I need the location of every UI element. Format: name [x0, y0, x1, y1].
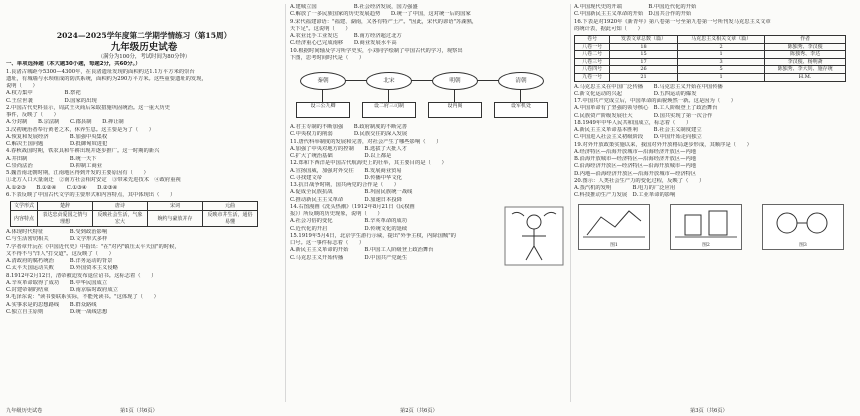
table-cell: 表达忠贞爱国之情与理想 [38, 211, 93, 227]
exam-title: 2024—2025学年度第二学期学情练习（第15周） [56, 31, 232, 40]
question-line: A.宣扬国威，加强对外交往 B.发展商业贸易 [290, 167, 402, 174]
cartoon-figure [504, 206, 564, 266]
question-line: D.内地—沿海经济开放区—沿海开放城市—经济特区 [574, 170, 697, 177]
table-cell: 唐诗 [93, 202, 148, 211]
question-line: A.社会习俗的变化 B.辛亥革命的成功 [290, 218, 408, 225]
question-line: C.解决王国问题 D.抵御匈奴进犯 [6, 141, 108, 147]
question-line: 12.郑和下西洋是中国古代航海史上的壮举，其主要目的是（ ） [290, 160, 447, 167]
question-line: 报》）所反映的历史现象，说明（ ） [290, 211, 383, 217]
question-line: A.经济特区—沿海开放城市—沿海经济开放区—内地 [574, 148, 697, 155]
question-line: 15.1919年5月4日，北京学生游行示威，提出"外争主权，内除国贼"的 [290, 232, 456, 239]
question-line: C.近代化的开启 D.传统文化的延续 [290, 225, 408, 232]
table-header-cell: 马克思主义相关文章（篇） [677, 36, 764, 44]
table-cell: 元曲 [203, 202, 258, 211]
question-line: 1.良渚古城距今5300—4300年，在良渚遗址发现的面积约达1.1万平方米的崇台 [6, 68, 195, 75]
question-line: 事件，反映了（ ） [6, 112, 59, 118]
question-line: 20.图示：人类社会生产力的变化过程，反映了（ ） [574, 177, 705, 184]
footer-left: 九年级历史试卷 [6, 408, 43, 414]
question-line: 9.宋代福建谚语："福建、湖南，又各有特产土产。"因此，宋代的谚语"苏湖熟， [290, 18, 478, 25]
question-line: A.实事求是的思想路线 B.群众路线 [6, 301, 97, 308]
table-cell: 宋词 [148, 202, 203, 211]
journal-table [574, 35, 846, 82]
question-line: A.权力集中 B.祭祀 [6, 90, 81, 97]
question-line: C.崇尚法治 D.抑制工商业 [6, 162, 103, 169]
question-line: A.农业比手工业发达 B.南方经济超过北方 [290, 33, 402, 39]
figure-row [574, 200, 854, 254]
figure-1 [578, 204, 650, 250]
diagram-box: 设三公九卿 [296, 102, 350, 118]
footer-page-1: 第1页（共6页） [120, 408, 158, 414]
table-cell: H.M. [765, 73, 846, 81]
question-line: C.科技推动生产力发展 D.工业革命的影响 [574, 192, 676, 199]
question-line: 4.春秋战国时期，铁农具和牛耕出现并逐步推广。这一时期的新兴 [6, 148, 160, 155]
question-line: 遗址，有城墙与水坝组成的防洪系统，面积约为290万平方米。这些重要遗址的发现， [6, 75, 207, 82]
question-line: 7.学者章开沅在《中国近代史》中指出："在"对内"镇压太平天国"的时候， [6, 243, 180, 250]
question-line: C.推动新民主主义革命 D.加速日本投降 [290, 196, 402, 203]
question-line: C.民族资产阶级发展壮大 D.国共实现了第一次合作 [574, 112, 713, 119]
question-line: C.独立自主原则 D.统一战线思想 [6, 308, 108, 315]
diagram-box: 设军机处 [494, 102, 548, 118]
figure-3-label: 图3 [799, 243, 807, 249]
question-block-2 [290, 4, 566, 62]
question-line: 6.下表反映了中国古代文学的主要形式和内容特点，其中体现出（ ） [6, 191, 176, 198]
question-line: 的统计表，据此可知（ ） [574, 25, 643, 32]
table-cell: 陈独秀、李达 [765, 51, 846, 59]
question-line: 下图，思考时间时代是（ ） [290, 54, 365, 61]
question-line: C.沿海经济开放区—经济特区—沿海开放城市—内地 [574, 163, 697, 170]
dynasty-diagram [290, 64, 566, 122]
table-cell: 九卷一号 [575, 73, 610, 81]
column-divider [570, 4, 571, 402]
question-line: A.分封制 B.宗法制 C.郡县制 D.禅让制 [6, 119, 124, 126]
literature-table [10, 201, 258, 227]
question-line: A.辛亥革命取得了成功 B.中华民国成立 [6, 279, 108, 286]
table-cell: 3 [677, 58, 764, 66]
question-line: C.中央权力的削弱 D.民族交往的深入发展 [290, 131, 408, 138]
question-line: A.恢复和发展经济 B.加强中央集权 [6, 133, 108, 140]
question-block-2b [290, 124, 500, 262]
question-block-3b [574, 84, 854, 200]
question-line: 10.根据时间轴及学习所学史实，小刘同学绘制了中国古代的学习，观察出 [290, 47, 463, 54]
table-cell: 楚辞 [38, 202, 93, 211]
question-line: C.解放了一多民族国家的历史发展趋势 D.统一了中国，这对统一后的国家 [290, 11, 471, 18]
table-cell: 陈独秀、李大钊、施存统 [765, 66, 846, 74]
table-cell: 18 [610, 43, 678, 51]
question-line: C.中国新民主主义革命的开始 D.国共合作的开始 [574, 11, 692, 18]
question-line: A.蒸汽机的发明 B.电力的广泛应用 [574, 185, 676, 192]
diagram-node: 清朝 [498, 72, 544, 90]
table-cell: 21 [610, 73, 678, 81]
column-divider [285, 4, 286, 402]
column-3 [574, 4, 854, 402]
question-line: 18.1949年中华人民共和国成立，标志着（ ） [574, 119, 692, 126]
question-line: C.寻找建文帝 D.传播中华文化 [290, 174, 402, 181]
table-cell: 1 [677, 73, 764, 81]
diagram-box: 设内阁 [428, 102, 482, 118]
exam-subtitle: 九年级历史试卷 [110, 42, 178, 53]
question-block-1 [6, 69, 282, 200]
table-cell: 反映市井生活，通俗易懂 [203, 211, 258, 227]
question-line: C.与生活密切相关 D.文学形式多样 [6, 236, 108, 243]
section-heading: 一、单项选择题（本大题30小题，每题2分，共60分。） [6, 61, 141, 68]
table-cell: 八卷一号 [575, 43, 610, 51]
question-line: C.王位世袭 D.国家的出现 [6, 97, 97, 104]
table-cell: 陈独秀、李汉俊 [765, 43, 846, 51]
question-line: 说明（ ） [6, 83, 38, 89]
question-line: 14.右图漫画《洗头热潮》（1912年8月21日《民权画 [290, 203, 415, 210]
question-line: C.封建帝制的结束 D.南京临时政府成立 [6, 287, 118, 294]
question-line: 16.下表是对1920年《新青年》第八卷第一号至第九卷第一号所刊发马克思主义文章 [574, 18, 771, 25]
question-line: A.中国革命有了坚强的领导核心 B.工人阶级登上了政治舞台 [574, 105, 718, 112]
column-1 [6, 4, 282, 402]
diagram-connector [322, 90, 323, 102]
table-header-cell: 发表文章总数（篇） [610, 36, 678, 44]
question-block-1b [6, 229, 282, 316]
table-cell: 李汉俊、杨明斋 [765, 58, 846, 66]
question-block-3 [574, 4, 854, 33]
question-line: A.加强了中央对地方的控制 B.选拔了大批人才 [290, 145, 408, 152]
table-cell: 八卷二号 [575, 51, 610, 59]
question-line: A.促成全民族抗战 B.巩固民族统一战线 [290, 189, 413, 196]
table-cell: 26 [610, 66, 678, 74]
figure-1-drawing [579, 205, 649, 241]
question-line: C.新文化运动的兴起 D.五四运动的爆发 [574, 90, 697, 97]
table-cell: 5 [677, 66, 764, 74]
exam-note: （满分为100分，考试时间为80分钟） [97, 54, 191, 60]
diagram-connector [520, 90, 521, 102]
question-line: 5.魏晋南北朝时期，江南地区得到开发的主要原因有（ ） [6, 170, 149, 176]
figure-2-label: 图2 [702, 243, 710, 249]
diagram-node: 明朝 [432, 72, 478, 90]
question-line: 9.毛泽东说："读书要联系实际，不能死读书。"这体现了（ ） [6, 294, 159, 301]
question-line: C.扩大了统治基础 D.以上都是 [290, 153, 392, 159]
question-line: 11.唐代科举制度的发展和完善，对社会产生了哪些影响（ ） [290, 138, 442, 145]
diagram-node: 秦朝 [300, 72, 346, 90]
question-line: A.新民主主义革命基本胜利 B.社会主义制度建立 [574, 127, 702, 134]
diagram-connector [454, 90, 455, 102]
table-cell: 反映社会生活，气象宏大 [93, 211, 148, 227]
question-line: A.体现时代特征 B.受到政治影响 [6, 229, 108, 236]
question-line: B.沿海开放城市—经济特区—沿海经济开放区—内地 [574, 156, 697, 163]
question-line: A.清政府的腐朽统治 B.洋务运动的背景 [6, 258, 113, 265]
question-line: C.太平天国运动失败 D.外国资本主义侵略 [6, 265, 118, 272]
question-line: A.马克思主义在中国广泛传播 B.马克思主义开始在中国传播 [574, 83, 723, 90]
question-line: C.经济重心已完成南移 D.商业发展水平高 [290, 40, 397, 47]
table-cell: 15 [610, 51, 678, 59]
question-line: A.①②③ B.①②④ C.①③④ D.②③④ [6, 184, 118, 191]
figure-1-label: 图1 [610, 243, 618, 249]
column-2 [290, 4, 566, 402]
figure-3-drawing [763, 205, 843, 241]
question-line: 19.对外开放政策实施以来，我国对外开放格局逐步形成，其顺序是（ ） [574, 141, 752, 148]
diagram-box: 设二府三司制 [362, 102, 416, 118]
question-line: 又不得不与"洋人"打交道"。这反映了（ ） [6, 250, 114, 257]
question-line: 口号。这一事件标志着（ ） [290, 240, 365, 246]
table-cell: 八卷三号 [575, 58, 610, 66]
table-cell: 文学形式 [11, 202, 38, 211]
table-cell: 婉约与豪放并存 [148, 211, 203, 227]
table-cell: 17 [610, 58, 678, 66]
figure-2 [670, 204, 742, 250]
question-line: 8.1912年2月12日，清帝被迫发布退位诏书。这标志着（ ） [6, 272, 157, 279]
question-line: ①北方人口大量南迁 ②南方社会相对安定 ③带来先进技术 ④政府重视 [6, 177, 181, 184]
question-line: 13.抗日战争时期，国共两党的合作是（ ） [290, 182, 400, 188]
table-header-cell: 作者 [765, 36, 846, 44]
question-line: C.中国进入社会主义初级阶段 D.中国开始走向独立 [574, 134, 702, 141]
question-line: C.马克思主义开始传播 D.中国共产党诞生 [290, 254, 408, 261]
diagram-node: 北宋 [366, 72, 412, 90]
table-cell: 1 [677, 51, 764, 59]
question-line: A.井田制 B.统一天下 [6, 155, 97, 162]
question-line: 3.汉初统治者奉行黄老之术，休养生息。这主要是为了（ ） [6, 126, 155, 133]
question-line: 天下足"。这说明（ ） [290, 25, 351, 32]
question-line: A.中国现代史的开端 B.中国近代化的开始 [574, 4, 697, 10]
table-cell: 2 [677, 43, 764, 51]
question-line: A.君主专制的不断加强 B.政府制度的不断完善 [290, 124, 408, 130]
question-line: 17.中国共产党成立后，中国革命的面貌焕然一新。这是因为（ ） [574, 98, 737, 105]
footer-page-3: 第3页（共6页） [690, 408, 728, 414]
figure-3 [762, 204, 844, 250]
table-cell: 内容特点 [11, 211, 38, 227]
footer-page-2: 第2页（共6页） [400, 408, 438, 414]
table-cell: 八卷四号 [575, 66, 610, 74]
question-line: A.建城立国 B.社会经济发展，国力强盛 [290, 4, 418, 10]
question-line: 2.中国古代史料显示，周武王灭商后采取措施巩固统治。这一重大历史 [6, 104, 170, 111]
table-header-cell: 卷号 [575, 36, 610, 44]
figure-2-drawing [671, 205, 741, 241]
question-line: A.新民主主义革命的开始 B.中国工人阶级登上政治舞台 [290, 247, 434, 254]
diagram-connector [388, 90, 389, 102]
